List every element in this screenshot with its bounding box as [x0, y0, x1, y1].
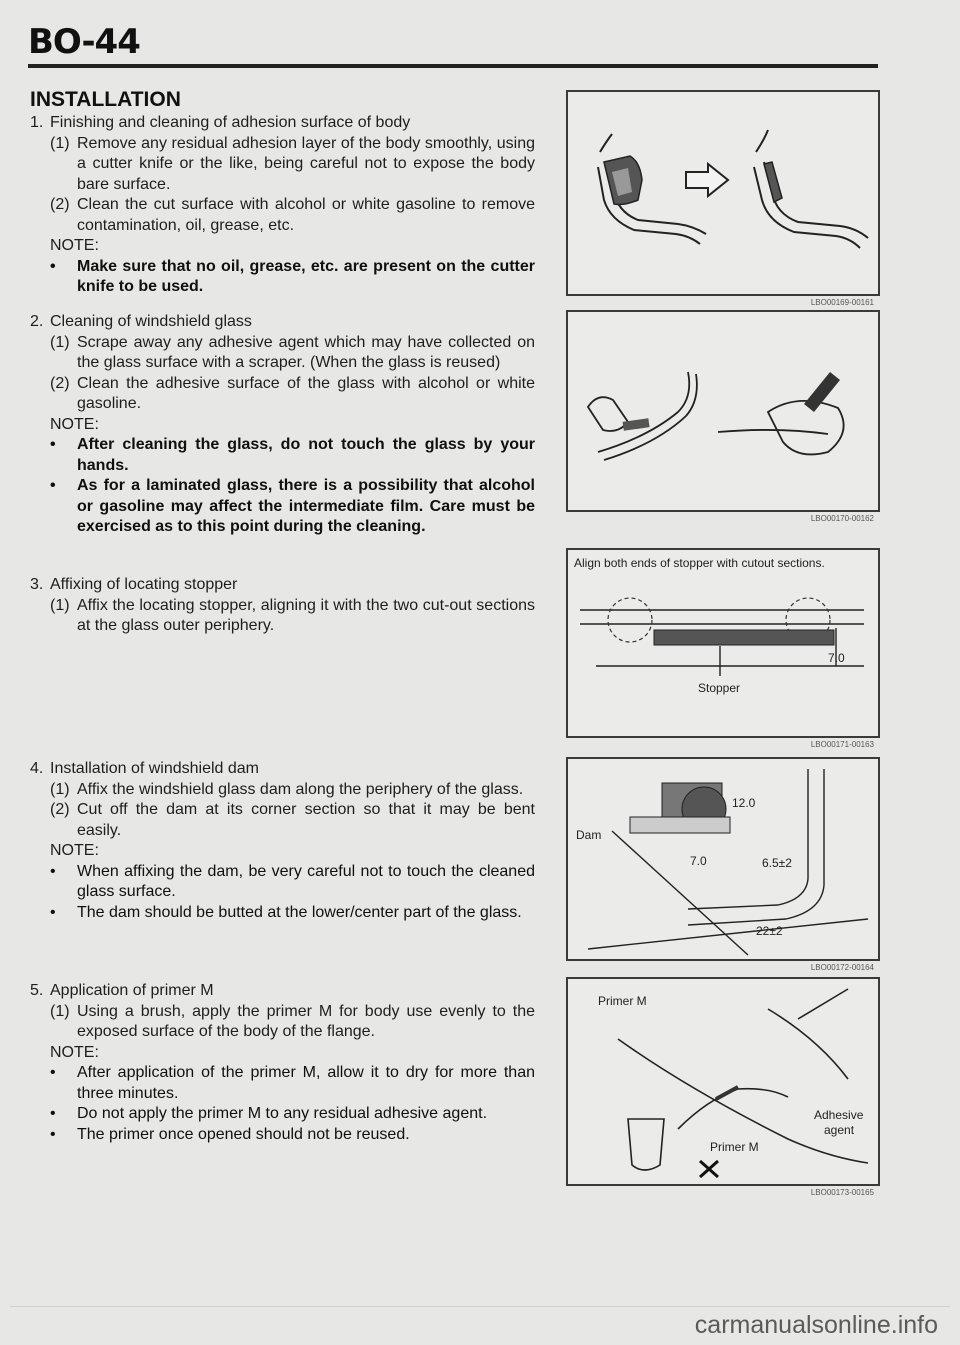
step-title: Installation of windshield dam — [50, 760, 260, 777]
sub-number: (1) — [50, 134, 70, 152]
sub-text: Remove any residual adhesion layer of the body smoothly, using a cutter knife or the like, being careful not to expose the body bare surface. — [77, 134, 535, 193]
primer-brush-illustration — [568, 979, 878, 1184]
adhesive-label: Adhesive — [814, 1108, 864, 1122]
stopper-label: Stopper — [698, 681, 741, 695]
sub-number: (1) — [50, 596, 70, 614]
watermark: carmanualsonline.info — [694, 1311, 938, 1339]
dam-section-diagram — [568, 759, 878, 959]
sub-text: Using a brush, apply the primer M for body use evenly to the exposed surface of the body of the flange. — [77, 1002, 535, 1040]
page-number: BO-44 — [28, 22, 140, 62]
note-text: Make sure that no oil, grease, etc. are present on the cutter knife to be used. — [77, 257, 535, 295]
figure-code: LBO00170-00162 — [810, 514, 874, 523]
figure-glass-cleaning — [566, 310, 880, 523]
step-2 — [30, 312, 535, 538]
stopper-diagram — [568, 550, 878, 736]
sub-number: (1) — [50, 1002, 70, 1020]
note-label: NOTE: — [50, 237, 99, 254]
bullet-icon: • — [50, 903, 56, 921]
figure-code: LBO00171-00163 — [810, 740, 874, 749]
figure-primer-application — [566, 977, 880, 1197]
dimension-label: 12.0 — [732, 796, 756, 810]
header-rule — [28, 64, 878, 68]
sub-text: Clean the adhesive surface of the glass with alcohol or white gasoline. — [77, 374, 535, 412]
sub-text: Cut off the dam at its corner section so that it may be bent easily. — [77, 801, 535, 839]
agent-label: agent — [824, 1123, 855, 1137]
figure-code: LBO00172-00164 — [810, 963, 874, 972]
step-number: 5. — [30, 982, 44, 999]
figure-caption: Align both ends of stopper with cutout sections. — [574, 556, 825, 570]
sub-text: Affix the locating stopper, aligning it with the two cut-out sections at the glass outer periphery. — [77, 596, 535, 634]
sub-text: Scrape away any adhesive agent which may have collected on the glass surface with a scraper. (When the glass is reused) — [77, 333, 535, 371]
primer-label: Primer M — [598, 994, 647, 1008]
step-title: Finishing and cleaning of adhesion surface of body — [50, 114, 411, 131]
dam-label: Dam — [576, 828, 602, 842]
bullet-icon: • — [50, 1064, 56, 1081]
note-text: After application of the primer M, allow it to dry for more than three minutes. — [77, 1064, 535, 1102]
section-title: INSTALLATION — [30, 88, 181, 111]
note-label: NOTE: — [50, 415, 99, 433]
figure-code: LBO00169-00161 — [810, 298, 874, 307]
step-title: Affixing of locating stopper — [50, 576, 238, 593]
footer-rule — [10, 1306, 950, 1307]
note-text: As for a laminated glass, there is a possibility that alcohol or gasoline may affect the intermediate film. Care must be exercised as to this point during the cleaning. — [77, 477, 535, 535]
bullet-icon: • — [50, 436, 56, 453]
sub-text: Clean the cut surface with alcohol or white gasoline to remove contamination, oil, grease, etc. — [77, 196, 535, 234]
note-text: When affixing the dam, be very careful not to touch the cleaned glass surface. — [77, 862, 535, 900]
arrow-right-icon — [686, 164, 728, 196]
note-text: The primer once opened should not be reused. — [77, 1125, 410, 1143]
sub-number: (1) — [50, 333, 70, 351]
bullet-icon: • — [50, 1105, 56, 1122]
step-number: 3. — [30, 576, 44, 593]
note-label: NOTE: — [50, 842, 99, 859]
step-5 — [30, 981, 535, 1145]
page-header — [28, 22, 140, 62]
step-title: Application of primer M — [50, 982, 214, 999]
step-3 — [30, 575, 535, 637]
step-4 — [30, 759, 535, 923]
step-number: 1. — [30, 114, 44, 131]
note-text: Do not apply the primer M to any residual adhesive agent. — [77, 1105, 488, 1122]
step-number: 2. — [30, 313, 44, 330]
figure-locating-stopper — [566, 548, 880, 749]
figure-windshield-dam — [566, 757, 880, 972]
dimension-label: 7.0 — [690, 854, 707, 868]
bullet-icon: • — [50, 862, 56, 880]
sub-number: (2) — [50, 196, 70, 213]
bullet-icon: • — [50, 477, 56, 494]
note-text: The dam should be butted at the lower/center part of the glass. — [77, 903, 522, 921]
sub-number: (2) — [50, 801, 70, 818]
body-flange-illustration — [568, 92, 878, 294]
step-1 — [30, 113, 535, 298]
note-label: NOTE: — [50, 1043, 99, 1061]
dimension-label: 7.0 — [828, 651, 845, 665]
primer-label: Primer M — [710, 1140, 759, 1154]
glass-scraping-illustration — [568, 312, 878, 510]
step-number: 4. — [30, 760, 44, 777]
sub-number: (1) — [50, 780, 70, 798]
figure-body-adhesion-surface — [566, 90, 880, 307]
sub-number: (2) — [50, 374, 70, 392]
sub-text: Affix the windshield glass dam along the periphery of the glass. — [77, 780, 524, 798]
step-title: Cleaning of windshield glass — [50, 313, 252, 330]
figure-code: LBO00173-00165 — [810, 1188, 874, 1197]
note-text: After cleaning the glass, do not touch the glass by your hands. — [77, 436, 535, 474]
bullet-icon: • — [50, 257, 56, 275]
bullet-icon: • — [50, 1125, 56, 1143]
dimension-label: 22±2 — [756, 924, 783, 938]
dimension-label: 6.5±2 — [762, 856, 792, 870]
